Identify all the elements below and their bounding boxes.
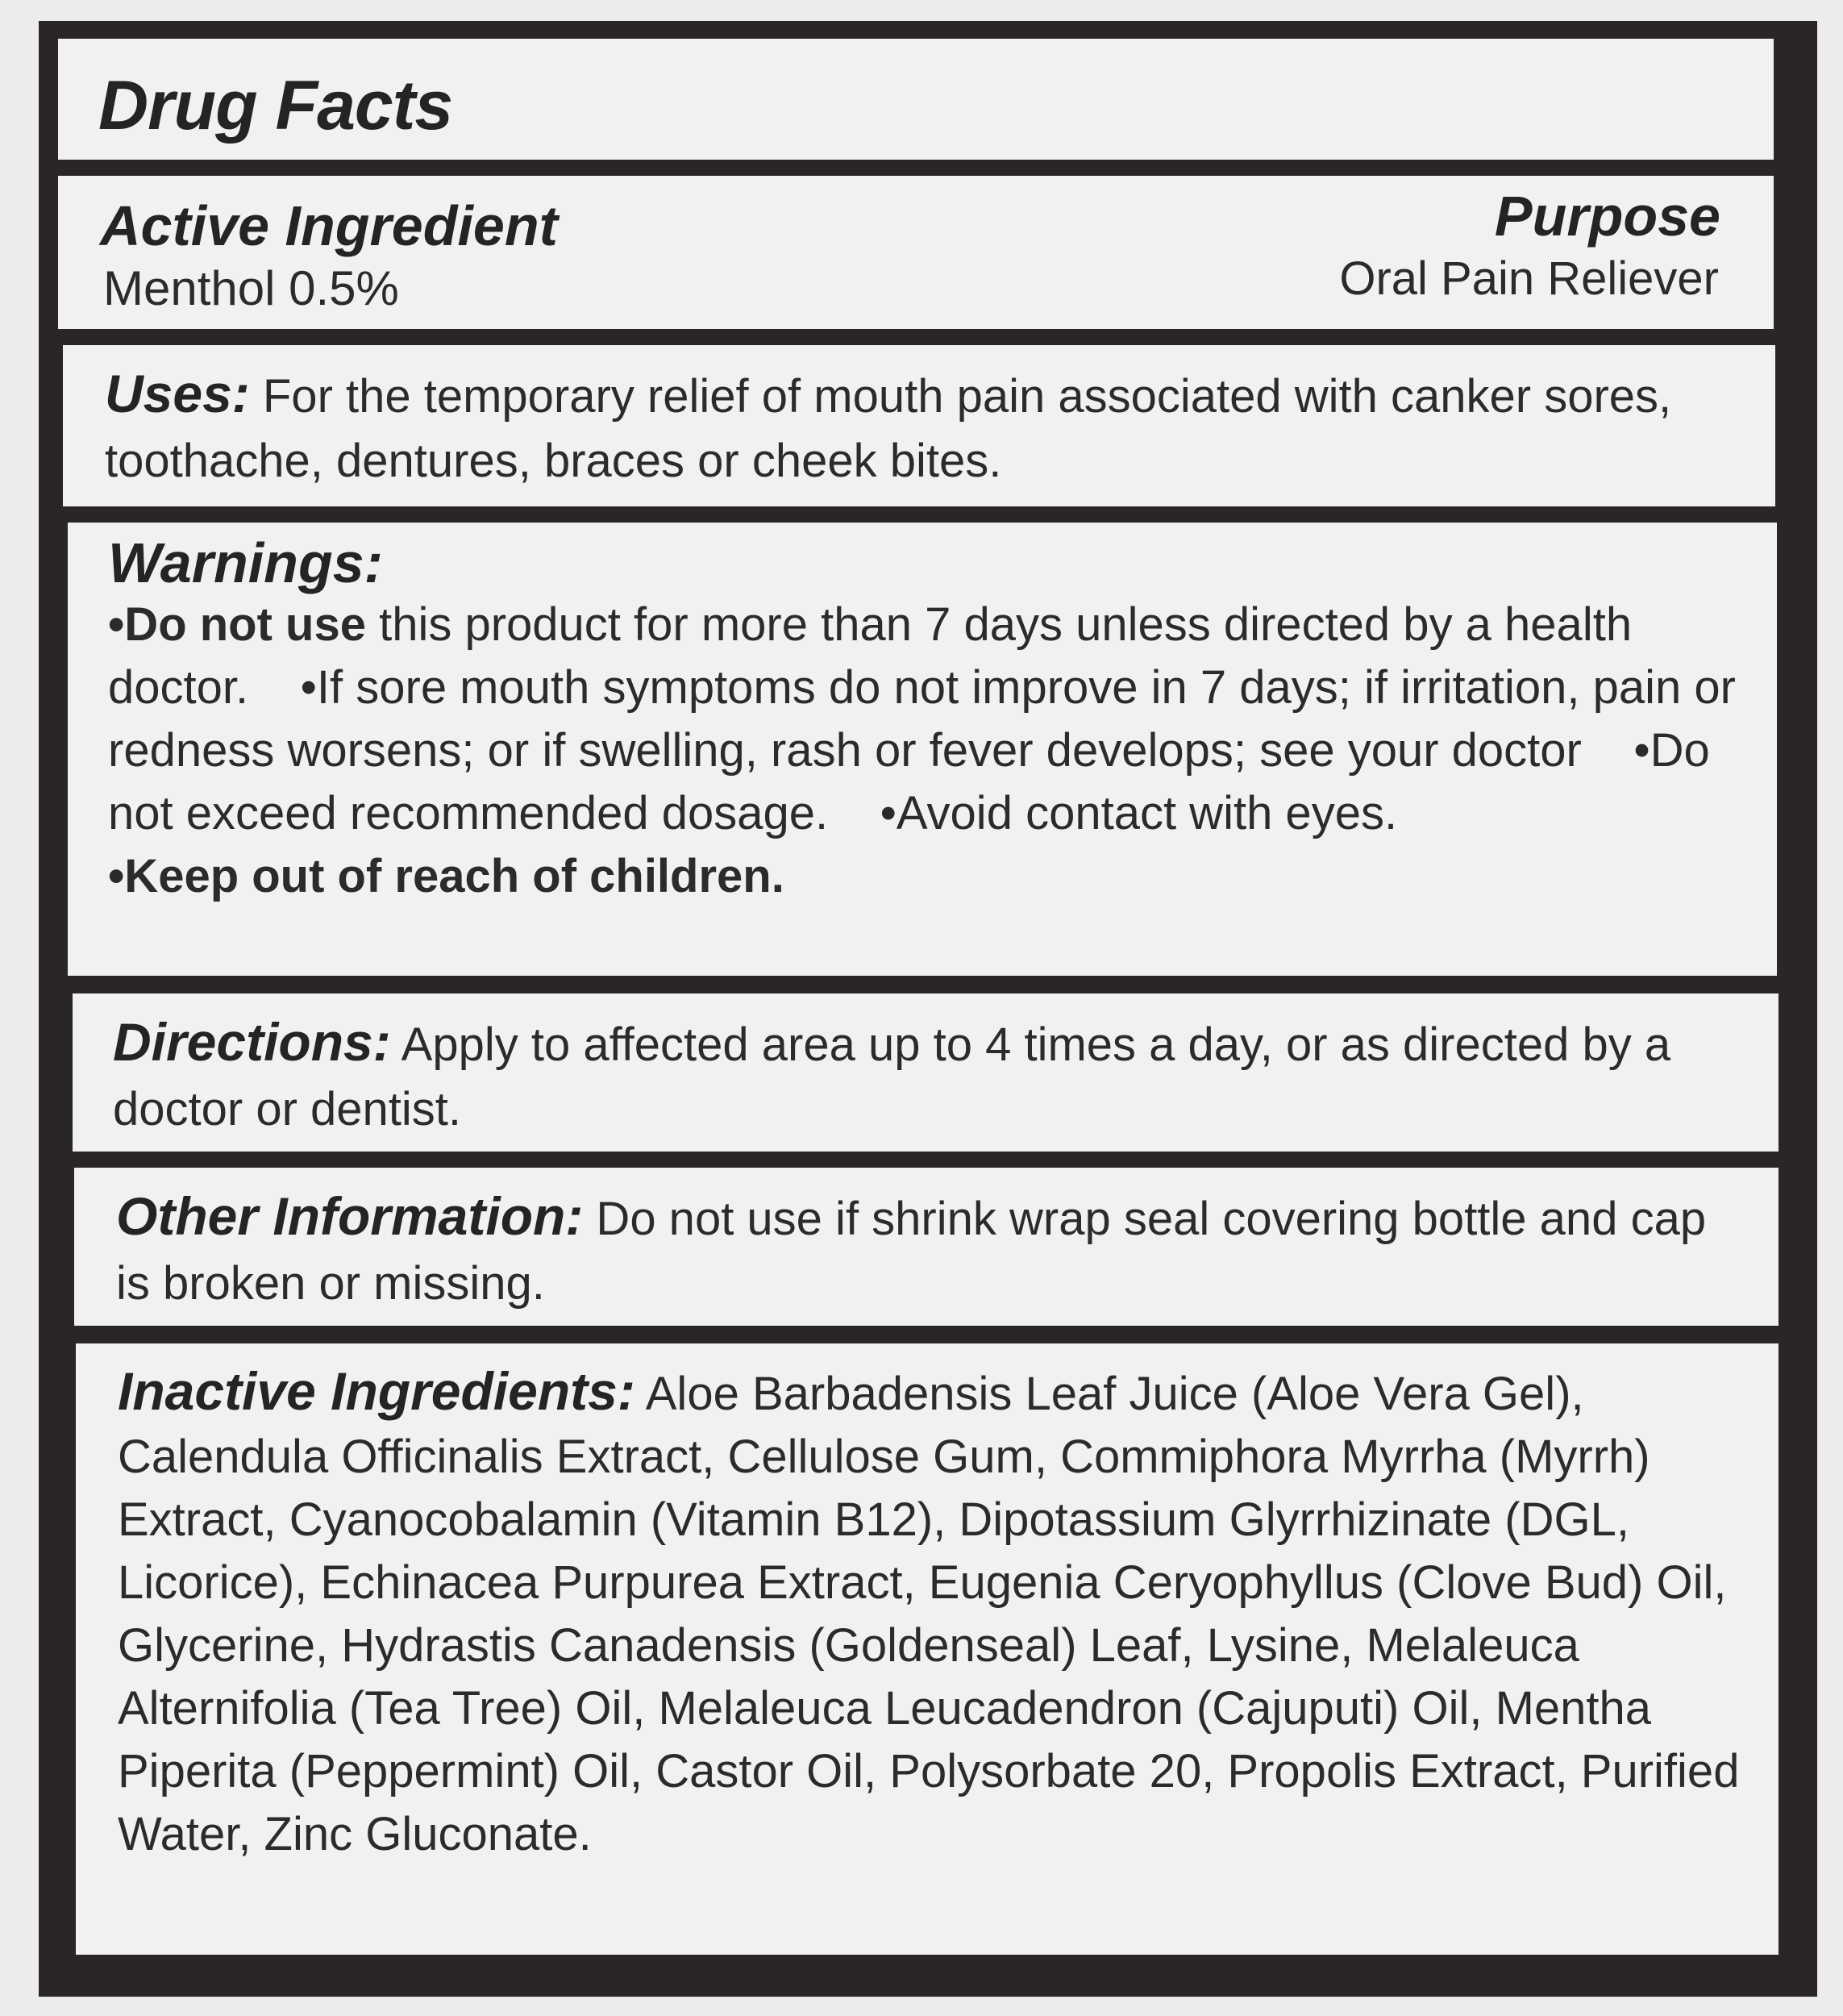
warnings-text <box>108 594 1753 908</box>
active-ingredient-value: Menthol 0.5% <box>103 261 399 315</box>
directions-heading: Directions: <box>113 1012 391 1072</box>
warnings-heading: Warnings: <box>108 531 383 594</box>
other-information-section <box>74 1168 1779 1326</box>
uses-heading: Uses: <box>105 364 250 423</box>
inactive-ingredients-text <box>118 1360 1746 1866</box>
warning-do-not-use-bold: •Do not use <box>108 598 366 651</box>
active-ingredient-heading: Active Ingredient <box>100 194 558 257</box>
other-information-body: Do not use if shrink wrap seal covering bottle and cap is broken or missing. <box>116 1193 1707 1310</box>
inactive-ingredients-section <box>76 1343 1779 1955</box>
inactive-ingredients-heading: Inactive Ingredients: <box>118 1361 635 1421</box>
warning-do-not-use-rest: this product for more than 7 days unless directed by a health doctor. <box>108 598 1633 714</box>
other-information-text <box>116 1184 1745 1316</box>
directions-text <box>113 1010 1741 1142</box>
title-section <box>58 39 1774 160</box>
warning-symptoms: •If sore mouth symptoms do not improve in 7 days; if irritation, pain or redness worsens; or if swelling, rash or fever develops; see your doctor <box>108 661 1736 777</box>
inactive-ingredients-body: Aloe Barbadensis Leaf Juice (Aloe Vera Gel), Calendula Officinalis Extract, Cellulose Gum, Commiphora Myrrha (Myrrh) Extract, Cyanocobalamin (Vitamin B12), Dipotassium Glyrrhizinate (DGL, Licorice), Echinacea Purpurea Extract, Eugenia Ceryophyllus (Clove Bud) Oil, Glycerine, Hydrastis Canadensis (Goldenseal) Leaf, Lysine, Melaleuca Alternifolia (Tea Tree) Oil, Melaleuca Leucadendron (Cajuputi) Oil, Mentha Piperita (Peppermint) Oil, Castor Oil, Polysorbate 20, Propolis Extract, Purified Water, Zinc Gluconate. <box>118 1368 1740 1860</box>
uses-body: For the temporary relief of mouth pain associated with canker sores, toothache, dentures, braces or cheek bites. <box>105 370 1672 487</box>
uses-text <box>105 361 1717 494</box>
drug-facts-panel <box>39 21 1817 1997</box>
uses-section <box>63 345 1775 506</box>
other-information-heading: Other Information: <box>116 1186 584 1246</box>
warning-dosage: •Do not exceed recommended dosage. <box>108 724 1710 839</box>
warning-eyes: •Avoid contact with eyes. <box>880 787 1398 839</box>
active-ingredient-section <box>58 176 1774 329</box>
purpose-value: Oral Pain Reliever <box>1339 252 1719 305</box>
purpose-heading: Purpose <box>1494 185 1720 248</box>
directions-section <box>73 993 1779 1152</box>
drug-facts-title: Drug Facts <box>98 67 453 144</box>
directions-body: Apply to affected area up to 4 times a day, or as directed by a doctor or dentist. <box>113 1018 1671 1135</box>
warning-children: •Keep out of reach of children. <box>108 850 784 902</box>
warnings-section <box>68 523 1777 976</box>
